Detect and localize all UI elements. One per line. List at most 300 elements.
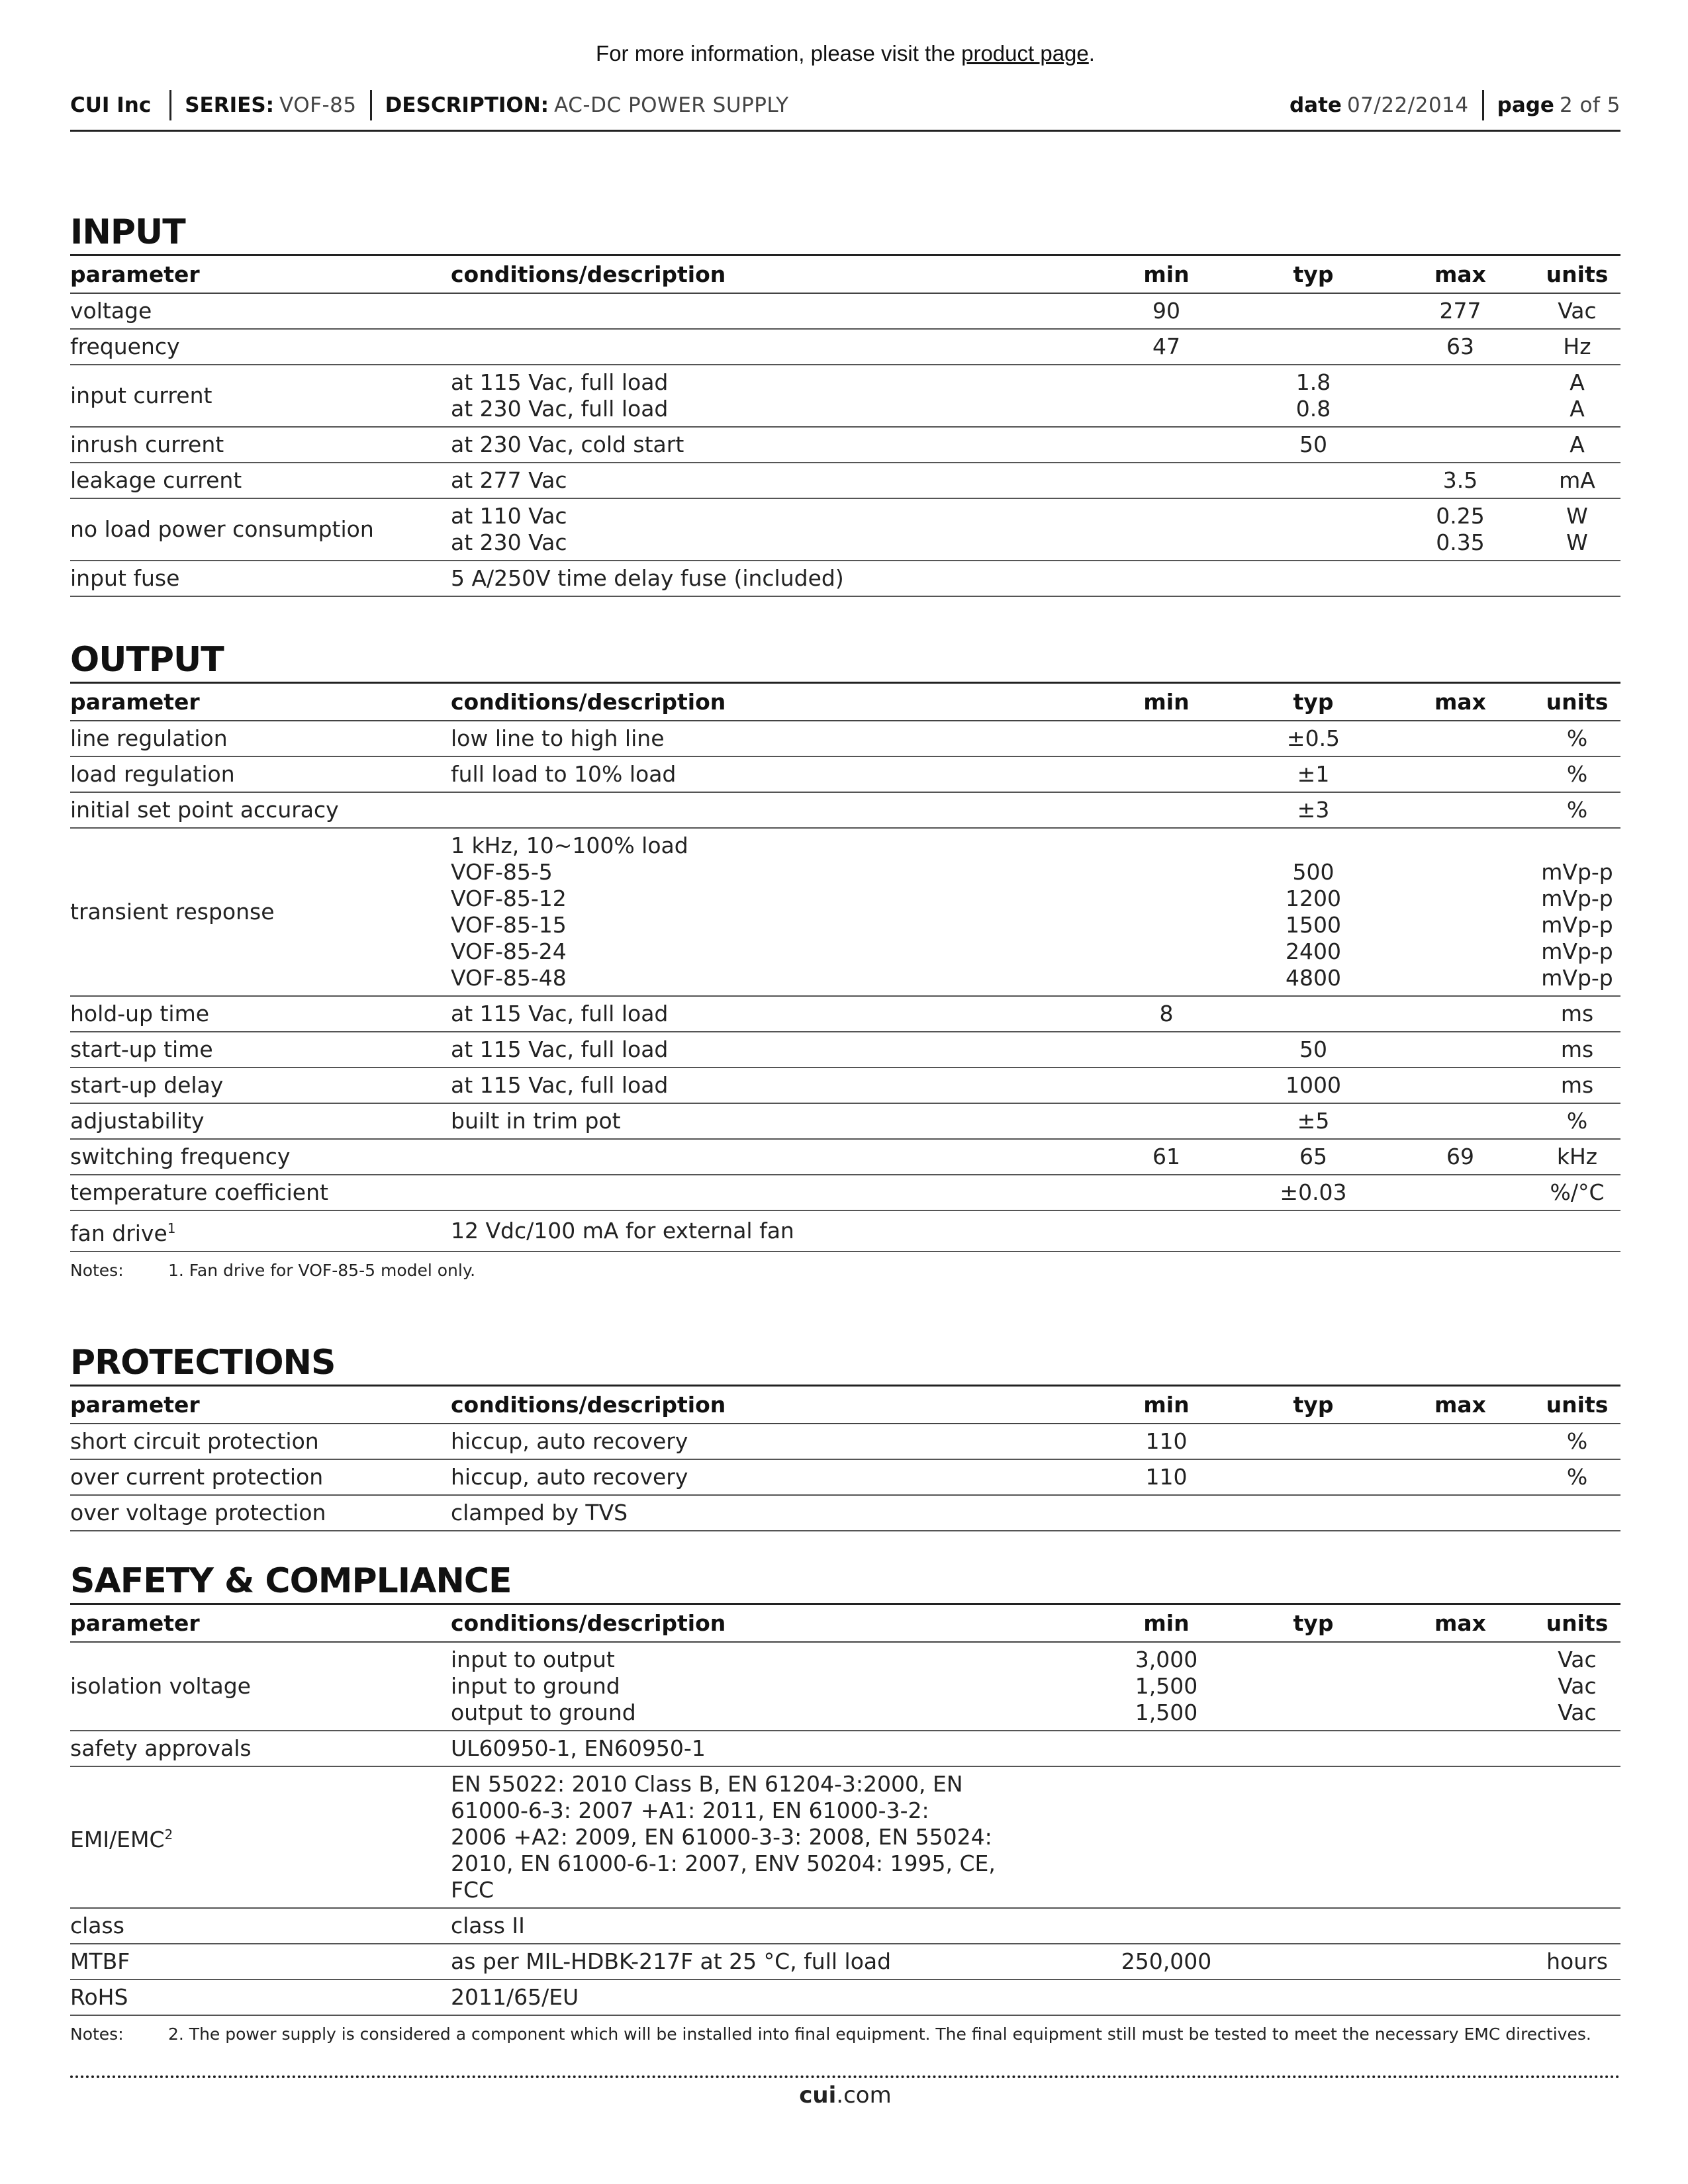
min-cell [1093, 427, 1240, 463]
cell-line [1387, 565, 1534, 592]
cell-line [1534, 1913, 1620, 1939]
section-title: SAFETY & COMPLIANCE [70, 1559, 1620, 1605]
conditions-cell [451, 329, 1093, 365]
top-note [70, 41, 1620, 66]
cell-line [1093, 1072, 1240, 1099]
cell-line [1093, 1179, 1240, 1206]
cell-line [1093, 1984, 1240, 2011]
min-cell [1093, 498, 1240, 561]
note-text: 2. The power supply is considered a component which will be installed into final equipment. The final equipment still must be tested to meet the necessary EMC directives. [168, 2025, 1591, 2044]
cell-line: 2006 +A2: 2009, EN 61000-3-3: 2008, EN 55024: [451, 1824, 992, 1850]
cell-line: Vac [1558, 298, 1597, 324]
min-cell [1093, 792, 1240, 828]
cell-line [1093, 1500, 1240, 1526]
typ-cell [1240, 1944, 1387, 1979]
conditions-cell [451, 365, 1093, 427]
min-cell [1093, 1139, 1240, 1175]
cell-line: 500 [1292, 859, 1335, 885]
conditions-cell [451, 427, 1093, 463]
typ-cell [1240, 1731, 1387, 1766]
cell-line [1387, 1179, 1534, 1206]
safety-section [70, 1559, 1620, 2053]
cell-line [1240, 1218, 1387, 1244]
parameter-cell: EMI/EMC$^2$ [70, 1766, 451, 1908]
min-cell [1093, 1032, 1240, 1068]
company-name: CUI Inc [70, 93, 152, 117]
min-cell [1093, 1766, 1240, 1908]
notes-label: Notes: [70, 2025, 124, 2044]
conditions-cell [451, 1979, 1093, 2015]
cell-line: mVp-p [1541, 886, 1613, 911]
max-cell [1387, 1459, 1534, 1495]
cell-line: VOF-85-12 [451, 886, 567, 911]
min-cell [1093, 1103, 1240, 1139]
typ-cell [1240, 996, 1387, 1032]
conditions-cell [451, 1424, 1093, 1459]
cell-line: mVp-p [1541, 859, 1613, 885]
max-cell [1387, 1908, 1534, 1944]
units-cell [1534, 1495, 1620, 1531]
cell-line: %/°C [1550, 1179, 1605, 1205]
cell-line [1240, 298, 1387, 324]
cell-line [1387, 1500, 1534, 1526]
cell-line [1093, 565, 1240, 592]
cell-line: % [1566, 1428, 1588, 1454]
typ-cell [1240, 427, 1387, 463]
conditions-cell [451, 1175, 1093, 1210]
units-cell [1534, 1068, 1620, 1103]
cell-line [1387, 1464, 1534, 1490]
cell-line: ±0.03 [1280, 1179, 1347, 1205]
spec-table [70, 1605, 1620, 2016]
table-row [70, 1731, 1620, 1766]
min-cell [1093, 561, 1240, 596]
column-header: max [1387, 1387, 1534, 1424]
table-row [70, 1139, 1620, 1175]
cell-line: low line to high line [451, 725, 665, 751]
output-section [70, 638, 1620, 1289]
parameter-cell: initial set point accuracy [70, 792, 451, 828]
cell-line: at 230 Vac, cold start [451, 432, 684, 457]
cell-line [1240, 1464, 1387, 1490]
description-value: AC-DC POWER SUPPLY [554, 93, 789, 117]
cell-line: 50 [1299, 432, 1327, 457]
cell-line [1240, 467, 1387, 494]
cell-line: ±3 [1297, 797, 1330, 823]
max-cell [1387, 1068, 1534, 1103]
units-cell [1534, 1979, 1620, 2015]
column-header: parameter [70, 684, 451, 721]
min-cell [1093, 1175, 1240, 1210]
cell-line: 1,500 [1135, 1700, 1198, 1725]
parameter-cell: inrush current [70, 427, 451, 463]
cell-line: 3.5 [1442, 467, 1478, 493]
table-row [70, 828, 1620, 996]
cell-line [1534, 1984, 1620, 2011]
table-header-row [70, 1387, 1620, 1424]
cell-line: clamped by TVS [451, 1500, 628, 1525]
units-cell [1534, 1103, 1620, 1139]
typ-cell [1240, 1459, 1387, 1495]
column-header: typ [1240, 1387, 1387, 1424]
spec-table [70, 1387, 1620, 1531]
cell-line: VOF-85-5 [451, 859, 553, 885]
parameter-cell: line regulation [70, 721, 451, 756]
typ-cell [1240, 329, 1387, 365]
cell-line [1387, 1948, 1534, 1975]
cell-line [451, 298, 1093, 324]
footer-brand: cui [799, 2082, 837, 2109]
parameter-cell: transient response [70, 828, 451, 996]
units-cell [1534, 1210, 1620, 1251]
column-header: conditions/description [451, 684, 1093, 721]
typ-cell [1240, 365, 1387, 427]
parameter-cell: load regulation [70, 756, 451, 792]
cell-line: 2400 [1286, 938, 1341, 964]
typ-cell [1240, 1139, 1387, 1175]
units-cell [1534, 329, 1620, 365]
cell-line: at 110 Vac [451, 503, 567, 529]
input-section [70, 210, 1620, 597]
spec-table [70, 256, 1620, 597]
cell-line: 12 Vdc/100 mA for external fan [451, 1218, 794, 1244]
table-row [70, 1908, 1620, 1944]
cell-line: 277 [1439, 298, 1481, 324]
column-header: conditions/description [451, 256, 1093, 293]
table-row [70, 293, 1620, 329]
units-cell [1534, 1642, 1620, 1731]
cell-line: 1000 [1286, 1072, 1341, 1098]
cell-line: % [1566, 725, 1588, 751]
table-header-row [70, 1605, 1620, 1642]
cell-line: % [1566, 1108, 1588, 1134]
cell-line [1093, 1218, 1240, 1244]
table-row [70, 1210, 1620, 1251]
typ-cell [1240, 1766, 1387, 1908]
min-cell [1093, 1495, 1240, 1531]
typ-cell [1240, 1103, 1387, 1139]
min-cell [1093, 463, 1240, 498]
cell-line: 110 [1145, 1428, 1188, 1454]
conditions-cell [451, 1139, 1093, 1175]
cell-line [1387, 1108, 1534, 1134]
cell-line: 61 [1152, 1144, 1180, 1169]
parameter-cell: adjustability [70, 1103, 451, 1139]
cell-line [451, 797, 1093, 823]
cell-line [1240, 1984, 1387, 2011]
max-cell [1387, 792, 1534, 828]
cell-line: 69 [1446, 1144, 1474, 1169]
units-cell [1534, 756, 1620, 792]
table-row [70, 1175, 1620, 1210]
table-row [70, 996, 1620, 1032]
top-note-end: . [1088, 41, 1095, 66]
cell-line [1093, 761, 1240, 788]
parameter-cell: short circuit protection [70, 1424, 451, 1459]
cell-line [1387, 1218, 1534, 1244]
cell-line [1240, 1428, 1387, 1455]
cell-line [1093, 467, 1240, 494]
page-label: page [1497, 93, 1554, 117]
cell-line [451, 1179, 1093, 1206]
conditions-cell [451, 1495, 1093, 1531]
header-divider [1482, 90, 1484, 120]
cell-line: % [1566, 797, 1588, 823]
cell-line: 0.8 [1295, 396, 1331, 422]
cell-line: ±0.5 [1286, 725, 1340, 751]
parameter-cell: input current [70, 365, 451, 427]
series-value: VOF-85 [279, 93, 357, 117]
units-cell [1534, 498, 1620, 561]
cell-line: % [1566, 761, 1588, 787]
table-row [70, 498, 1620, 561]
table-header-row [70, 256, 1620, 293]
column-header: max [1387, 684, 1534, 721]
conditions-cell [451, 1459, 1093, 1495]
table-row [70, 365, 1620, 427]
units-cell [1534, 1766, 1620, 1908]
cell-line: FCC [451, 1877, 494, 1903]
max-cell [1387, 1979, 1534, 2015]
table-row [70, 1032, 1620, 1068]
units-cell [1534, 365, 1620, 427]
cell-line [1534, 1500, 1620, 1526]
cell-line [1240, 1948, 1387, 1975]
cell-line [1387, 1913, 1534, 1939]
safety-notes [70, 2016, 1620, 2053]
units-cell [1534, 1731, 1620, 1766]
footer-url[interactable] [70, 2082, 1620, 2109]
cell-line: 8 [1159, 1001, 1174, 1026]
cell-line: 1.8 [1295, 369, 1331, 395]
conditions-cell [451, 756, 1093, 792]
cell-line: hiccup, auto recovery [451, 1464, 688, 1490]
units-cell [1534, 996, 1620, 1032]
max-cell [1387, 1731, 1534, 1766]
conditions-cell [451, 1908, 1093, 1944]
cell-line [1387, 1984, 1534, 2011]
column-header: typ [1240, 684, 1387, 721]
cell-line: 61000-6-3: 2007 +A1: 2011, EN 61000-3-2: [451, 1797, 929, 1823]
table-row [70, 792, 1620, 828]
date-label: date [1289, 93, 1342, 117]
max-cell [1387, 293, 1534, 329]
min-cell [1093, 329, 1240, 365]
cell-line: class II [451, 1913, 525, 1938]
max-cell [1387, 1495, 1534, 1531]
cell-line: 250,000 [1121, 1948, 1212, 1974]
parameter-cell: start-up time [70, 1032, 451, 1068]
column-header: units [1534, 1605, 1620, 1642]
min-cell [1093, 1459, 1240, 1495]
cell-line: 50 [1299, 1036, 1327, 1062]
column-header: min [1093, 1605, 1240, 1642]
column-header: conditions/description [451, 1605, 1093, 1642]
typ-cell [1240, 1068, 1387, 1103]
table-row [70, 561, 1620, 596]
max-cell [1387, 828, 1534, 996]
units-cell [1534, 1139, 1620, 1175]
parameter-cell: MTBF [70, 1944, 451, 1979]
cell-line: VOF-85-48 [451, 965, 567, 991]
conditions-cell [451, 1032, 1093, 1068]
min-cell [1093, 1731, 1240, 1766]
conditions-cell [451, 792, 1093, 828]
table-row [70, 1766, 1620, 1908]
output-notes [70, 1252, 1620, 1289]
parameter-cell: frequency [70, 329, 451, 365]
series-label: SERIES: [185, 93, 275, 117]
typ-cell [1240, 1032, 1387, 1068]
cell-line: mVp-p [1541, 938, 1613, 964]
cell-line: ms [1560, 1072, 1594, 1098]
min-cell [1093, 1068, 1240, 1103]
description-label: DESCRIPTION: [385, 93, 549, 117]
cell-line: 3,000 [1135, 1647, 1198, 1672]
min-cell [1093, 293, 1240, 329]
units-cell [1534, 1175, 1620, 1210]
column-header: units [1534, 684, 1620, 721]
cell-line [1093, 1735, 1240, 1762]
typ-cell [1240, 828, 1387, 996]
cell-line: 0.25 [1436, 503, 1485, 529]
cell-line [1240, 565, 1387, 592]
column-header: min [1093, 1387, 1240, 1424]
note-text: 1. Fan drive for VOF-85-5 model only. [168, 1261, 476, 1280]
min-cell [1093, 1908, 1240, 1944]
parameter-cell: over current protection [70, 1459, 451, 1495]
cell-line: hours [1546, 1948, 1608, 1974]
table-row [70, 1495, 1620, 1531]
cell-line: as per MIL-HDBK-217F at 25 °C, full load [451, 1948, 892, 1974]
cell-line: VOF-85-15 [451, 912, 567, 938]
cell-line: input to ground [451, 1673, 620, 1699]
column-header: units [1534, 256, 1620, 293]
product-page-link[interactable]: product page [961, 41, 1089, 66]
max-cell [1387, 1139, 1534, 1175]
min-cell [1093, 1210, 1240, 1251]
typ-cell [1240, 463, 1387, 498]
cell-line: Hz [1563, 334, 1591, 359]
max-cell [1387, 1424, 1534, 1459]
cell-line: input to output [451, 1647, 615, 1672]
units-cell [1534, 561, 1620, 596]
cell-line [1093, 725, 1240, 752]
cell-line [1534, 565, 1620, 592]
max-cell [1387, 1210, 1534, 1251]
column-header: parameter [70, 256, 451, 293]
typ-cell [1240, 756, 1387, 792]
cell-line: 2011/65/EU [451, 1984, 579, 2010]
parameter-cell: class [70, 1908, 451, 1944]
max-cell [1387, 427, 1534, 463]
cell-line [1240, 1500, 1387, 1526]
cell-line [1387, 725, 1534, 752]
min-cell [1093, 1642, 1240, 1731]
max-cell [1387, 756, 1534, 792]
min-cell [1093, 1424, 1240, 1459]
cell-line [1240, 334, 1387, 360]
units-cell [1534, 1908, 1620, 1944]
min-cell [1093, 1944, 1240, 1979]
max-cell [1387, 463, 1534, 498]
units-cell [1534, 721, 1620, 756]
conditions-cell [451, 463, 1093, 498]
cell-line: Vac [1558, 1700, 1597, 1725]
page-header [70, 87, 1620, 132]
cell-line: 1 kHz, 10~100% load [451, 833, 688, 858]
typ-cell [1240, 293, 1387, 329]
max-cell [1387, 1103, 1534, 1139]
max-cell [1387, 1642, 1534, 1731]
typ-cell [1240, 1424, 1387, 1459]
section-title: PROTECTIONS [70, 1341, 1620, 1387]
conditions-cell [451, 293, 1093, 329]
cell-line: mVp-p [1541, 965, 1613, 991]
column-header: max [1387, 256, 1534, 293]
cell-line [1240, 1001, 1387, 1027]
typ-cell [1240, 1979, 1387, 2015]
parameter-cell: temperature coefficient [70, 1175, 451, 1210]
table-row [70, 329, 1620, 365]
typ-cell [1240, 1642, 1387, 1731]
cell-line: at 277 Vac [451, 467, 567, 493]
conditions-cell [451, 1731, 1093, 1766]
max-cell [1387, 561, 1534, 596]
footer-divider [70, 2075, 1620, 2078]
cell-line: Vac [1558, 1647, 1597, 1672]
cell-line: 1,500 [1135, 1673, 1198, 1699]
section-title: INPUT [70, 210, 1620, 256]
cell-line: W [1566, 503, 1588, 529]
cell-line [1387, 432, 1534, 458]
units-cell [1534, 463, 1620, 498]
table-header-row [70, 684, 1620, 721]
min-cell [1093, 996, 1240, 1032]
cell-line [1387, 797, 1534, 823]
units-cell [1534, 1944, 1620, 1979]
cell-line: A [1570, 369, 1585, 395]
cell-line: at 115 Vac, full load [451, 1001, 669, 1026]
cell-line: at 115 Vac, full load [451, 1036, 669, 1062]
section-title: OUTPUT [70, 638, 1620, 684]
conditions-cell [451, 498, 1093, 561]
cell-line: UL60950-1, EN60950-1 [451, 1735, 706, 1761]
max-cell [1387, 1032, 1534, 1068]
cell-line: % [1566, 1464, 1588, 1490]
top-note-text: For more information, please visit the [596, 41, 955, 66]
cell-line: kHz [1556, 1144, 1598, 1169]
max-cell [1387, 498, 1534, 561]
cell-line: 1200 [1286, 886, 1341, 911]
column-header: max [1387, 1605, 1534, 1642]
cell-line: 110 [1145, 1464, 1188, 1490]
date-value: 07/22/2014 [1346, 93, 1469, 117]
parameter-cell: isolation voltage [70, 1642, 451, 1731]
parameter-cell: voltage [70, 293, 451, 329]
cell-line [1240, 833, 1387, 859]
units-cell [1534, 828, 1620, 996]
parameter-cell: over voltage protection [70, 1495, 451, 1531]
cell-line: at 230 Vac, full load [451, 396, 669, 422]
cell-line [1387, 1072, 1534, 1099]
cell-line: 47 [1152, 334, 1180, 359]
table-row [70, 1642, 1620, 1731]
typ-cell [1240, 1495, 1387, 1531]
cell-line [1534, 1218, 1620, 1244]
table-row [70, 1068, 1620, 1103]
cell-line [1534, 1735, 1620, 1762]
